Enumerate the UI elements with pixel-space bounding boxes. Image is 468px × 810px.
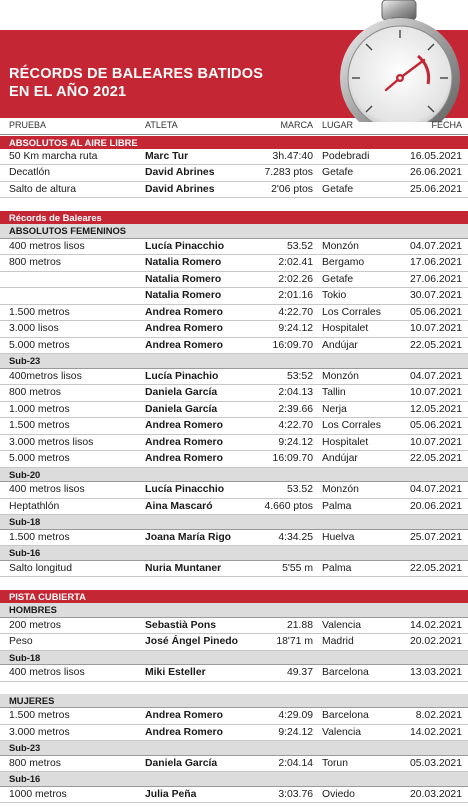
cell-fecha: 10.07.2021 <box>409 436 462 448</box>
cell-lugar: Los Corrales <box>322 420 381 431</box>
cell-atleta: David Abrines <box>145 183 215 195</box>
cell-marca: 4:22.70 <box>278 420 313 431</box>
section-header <box>0 211 468 224</box>
table-row <box>0 482 468 499</box>
cell-marca: 9:24.12 <box>278 726 313 738</box>
subsection-header <box>0 224 468 239</box>
cell-prueba: 400metros lisos <box>9 370 82 382</box>
table-row <box>0 165 468 182</box>
cell-lugar: Nerja <box>322 403 347 415</box>
cell-lugar: Andújar <box>322 339 358 351</box>
cell-fecha: 04.07.2021 <box>409 484 462 495</box>
section-label: PISTA CUBIERTA <box>9 591 86 602</box>
records-table <box>0 118 468 803</box>
cell-lugar: Bergamo <box>322 257 365 268</box>
section-label: Récords de Baleares <box>9 212 102 223</box>
cell-lugar: Huelva <box>322 531 355 543</box>
cell-fecha: 05.06.2021 <box>409 306 462 318</box>
subsection-header <box>0 546 468 561</box>
cell-lugar: Getafe <box>322 183 354 195</box>
cell-lugar: Monzón <box>322 240 359 252</box>
cell-atleta: Natalia Romero <box>145 257 222 268</box>
cell-atleta: Sebastià Pons <box>145 619 217 631</box>
cell-atleta: Lucía Pinacchio <box>145 240 225 252</box>
cell-marca: 2:01.16 <box>278 290 313 301</box>
cell-lugar: Hospitalet <box>322 323 369 334</box>
cell-prueba: 5.000 metros <box>9 339 70 351</box>
cell-prueba: 3.000 lisos <box>9 323 59 334</box>
cell-lugar: Oviedo <box>322 788 355 800</box>
section-label: ABSOLUTOS FEMENINOS <box>9 225 127 236</box>
stopwatch-icon <box>332 0 468 122</box>
cell-lugar: Palma <box>322 500 352 512</box>
section-label: Sub-23 <box>9 742 41 753</box>
cell-prueba: 1.000 metros <box>9 403 70 415</box>
cell-atleta: Andrea Romero <box>145 726 223 738</box>
cell-atleta: Natalia Romero <box>145 273 222 285</box>
cell-fecha: 27.06.2021 <box>409 273 462 285</box>
cell-fecha: 30.07.2021 <box>409 290 462 301</box>
section-label: Sub-16 <box>9 773 41 784</box>
cell-marca: 49.37 <box>286 667 313 678</box>
cell-fecha: 22.05.2021 <box>409 339 462 351</box>
cell-atleta: Natalia Romero <box>145 290 222 301</box>
cell-fecha: 22.05.2021 <box>409 453 462 464</box>
section-label: Sub-18 <box>9 651 41 663</box>
cell-atleta: Andrea Romero <box>145 710 223 721</box>
cell-prueba: Salto de altura <box>9 183 77 195</box>
col-atleta: ATLETA <box>145 120 178 130</box>
cell-prueba: 1.500 metros <box>9 531 70 543</box>
cell-lugar: Valencia <box>322 619 362 631</box>
cell-fecha: 14.02.2021 <box>409 619 462 631</box>
table-row <box>0 272 468 289</box>
table-row <box>0 305 468 322</box>
cell-atleta: Julia Peña <box>145 788 197 800</box>
cell-marca: 2:02.26 <box>278 273 313 285</box>
cell-marca: 4:34.25 <box>278 531 313 543</box>
cell-fecha: 8.02.2021 <box>415 710 462 721</box>
cell-atleta: Daniela García <box>145 403 218 415</box>
subsection-header <box>0 468 468 483</box>
cell-marca: 53.52 <box>286 484 313 495</box>
table-row <box>0 499 468 516</box>
cell-lugar: Tallin <box>322 387 346 398</box>
table-row <box>0 451 468 468</box>
section-label: MUJERES <box>9 694 55 706</box>
table-row <box>0 634 468 651</box>
cell-fecha: 13.03.2021 <box>409 667 462 678</box>
cell-prueba: Peso <box>9 636 33 647</box>
cell-marca: 16:09.70 <box>272 339 313 351</box>
section-label: Sub-18 <box>9 516 41 527</box>
cell-atleta: David Abrines <box>145 167 215 178</box>
col-fecha: FECHA <box>431 120 462 130</box>
cell-atleta: Marc Tur <box>145 150 189 162</box>
table-row <box>0 338 468 355</box>
cell-marca: 9:24.12 <box>278 436 313 448</box>
cell-lugar: Barcelona <box>322 667 369 678</box>
cell-prueba: 50 Km marcha ruta <box>9 150 98 162</box>
cell-fecha: 12.05.2021 <box>409 403 462 415</box>
cell-atleta: Andrea Romero <box>145 420 223 431</box>
cell-marca: 9:24.12 <box>278 323 313 334</box>
table-row <box>0 756 468 773</box>
cell-lugar: Palma <box>322 562 352 574</box>
cell-atleta: Lucía Pinacchio <box>145 484 225 495</box>
table-row <box>0 665 468 682</box>
cell-fecha: 17.06.2021 <box>409 257 462 268</box>
table-row <box>0 561 468 578</box>
cell-atleta: Daniela García <box>145 757 218 769</box>
section-header <box>0 590 468 603</box>
col-prueba: PRUEBA <box>9 120 47 130</box>
table-row <box>0 418 468 435</box>
table-row <box>0 288 468 305</box>
section-label: Sub-16 <box>9 547 41 558</box>
table-row <box>0 385 468 402</box>
cell-marca: 5'55 m <box>282 562 313 574</box>
cell-marca: 2:02.41 <box>278 257 313 268</box>
table-row <box>0 435 468 452</box>
cell-marca: 4.660 ptos <box>264 500 313 512</box>
cell-fecha: 20.06.2021 <box>409 500 462 512</box>
cell-prueba: 200 metros <box>9 619 61 631</box>
section-label: Sub-23 <box>9 355 41 366</box>
cell-lugar: Hospitalet <box>322 436 369 448</box>
cell-fecha: 10.07.2021 <box>409 323 462 334</box>
cell-marca: 18'71 m <box>276 636 313 647</box>
cell-prueba: 5.000 metros <box>9 453 70 464</box>
cell-lugar: Andújar <box>322 453 358 464</box>
cell-marca: 7.283 ptos <box>264 167 313 178</box>
subsection-header <box>0 603 468 618</box>
col-lugar: LUGAR <box>322 120 354 130</box>
cell-fecha: 16.05.2021 <box>409 150 462 162</box>
cell-marca: 21.88 <box>286 619 313 631</box>
section-gap <box>0 198 468 210</box>
cell-prueba: 800 metros <box>9 257 61 268</box>
cell-atleta: Andrea Romero <box>145 453 223 464</box>
cell-lugar: Monzón <box>322 370 359 382</box>
cell-lugar: Los Corrales <box>322 306 381 318</box>
cell-lugar: Madrid <box>322 636 354 647</box>
title-line-2: EN EL AÑO 2021 <box>9 84 127 100</box>
cell-prueba: 3.000 metros <box>9 726 70 738</box>
table-row <box>0 369 468 386</box>
section-gap <box>0 682 468 694</box>
cell-marca: 2:39.66 <box>278 403 313 415</box>
cell-fecha: 25.07.2021 <box>409 531 462 543</box>
cell-lugar: Podebradi <box>322 150 370 162</box>
title-line-1: RÉCORDS DE BALEARES BATIDOS <box>9 66 264 82</box>
cell-marca: 16:09.70 <box>272 453 313 464</box>
cell-lugar: Monzón <box>322 484 359 495</box>
table-row <box>0 149 468 166</box>
cell-atleta: Joana María Rigo <box>145 531 232 543</box>
cell-marca: 2:04.14 <box>278 757 313 769</box>
cell-atleta: Lucía Pinachio <box>145 370 219 382</box>
cell-prueba: 3.000 metros lisos <box>9 436 94 448</box>
cell-fecha: 14.02.2021 <box>409 726 462 738</box>
cell-marca: 3h.47:40 <box>272 150 313 162</box>
cell-atleta: Daniela García <box>145 387 218 398</box>
cell-lugar: Torun <box>322 757 348 769</box>
cell-lugar: Getafe <box>322 273 354 285</box>
cell-fecha: 26.06.2021 <box>409 167 462 178</box>
section-gap <box>0 577 468 589</box>
cell-lugar: Tokio <box>322 290 347 301</box>
cell-fecha: 05.06.2021 <box>409 420 462 431</box>
table-row <box>0 725 468 742</box>
cell-prueba: Salto longitud <box>9 562 72 574</box>
cell-prueba: 1.500 metros <box>9 710 70 721</box>
cell-marca: 53:52 <box>286 370 313 382</box>
cell-lugar: Getafe <box>322 167 354 178</box>
cell-prueba: 400 metros lisos <box>9 240 85 252</box>
cell-fecha: 05.03.2021 <box>409 757 462 769</box>
cell-marca: 3:03.76 <box>278 788 313 800</box>
cell-marca: 4:22.70 <box>278 306 313 318</box>
table-row <box>0 708 468 725</box>
table-row <box>0 182 468 199</box>
cell-atleta: José Ángel Pinedo <box>145 636 238 647</box>
cell-prueba: 400 metros lisos <box>9 484 85 495</box>
cell-lugar: Barcelona <box>322 710 369 721</box>
table-header <box>0 118 468 135</box>
cell-fecha: 04.07.2021 <box>409 240 462 252</box>
cell-fecha: 20.02.2021 <box>409 636 462 647</box>
cell-prueba: 1.500 metros <box>9 306 70 318</box>
section-label: Sub-20 <box>9 468 41 480</box>
subsection-header <box>0 515 468 530</box>
cell-lugar: Valencia <box>322 726 362 738</box>
section-label: ABSOLUTOS AL AIRE LIBRE <box>9 136 138 148</box>
cell-fecha: 25.06.2021 <box>409 183 462 195</box>
subsection-header <box>0 772 468 787</box>
cell-atleta: Miki Esteller <box>145 667 206 678</box>
table-row <box>0 618 468 635</box>
cell-atleta: Andrea Romero <box>145 339 223 351</box>
cell-fecha: 22.05.2021 <box>409 562 462 574</box>
table-row <box>0 402 468 419</box>
table-row <box>0 530 468 547</box>
cell-prueba: 1.500 metros <box>9 420 70 431</box>
subsection-header <box>0 741 468 756</box>
col-marca: MARCA <box>280 120 313 130</box>
cell-marca: 53.52 <box>286 240 313 252</box>
cell-marca: 2'06 ptos <box>271 183 313 195</box>
cell-atleta: Andrea Romero <box>145 306 223 318</box>
cell-marca: 4:29.09 <box>278 710 313 721</box>
cell-atleta: Aina Mascaró <box>145 500 213 512</box>
cell-prueba: 400 metros lisos <box>9 667 85 678</box>
cell-prueba: Decatlón <box>9 167 51 178</box>
section-header <box>0 136 468 149</box>
cell-atleta: Andrea Romero <box>145 323 223 334</box>
subsection-header <box>0 651 468 666</box>
table-row <box>0 787 468 804</box>
cell-prueba: Heptathlón <box>9 500 60 512</box>
page-title <box>9 65 339 101</box>
cell-marca: 2:04.13 <box>278 387 313 398</box>
table-row <box>0 239 468 256</box>
cell-fecha: 20.03.2021 <box>409 788 462 800</box>
table-row <box>0 321 468 338</box>
subsection-header <box>0 354 468 369</box>
subsection-header <box>0 694 468 709</box>
cell-prueba: 800 metros <box>9 757 61 769</box>
cell-atleta: Andrea Romero <box>145 436 223 448</box>
cell-prueba: 1000 metros <box>9 788 67 800</box>
cell-atleta: Nuria Muntaner <box>145 562 222 574</box>
cell-fecha: 10.07.2021 <box>409 387 462 398</box>
table-row <box>0 255 468 272</box>
cell-prueba: 800 metros <box>9 387 61 398</box>
cell-fecha: 04.07.2021 <box>409 370 462 382</box>
section-label: HOMBRES <box>9 604 57 615</box>
